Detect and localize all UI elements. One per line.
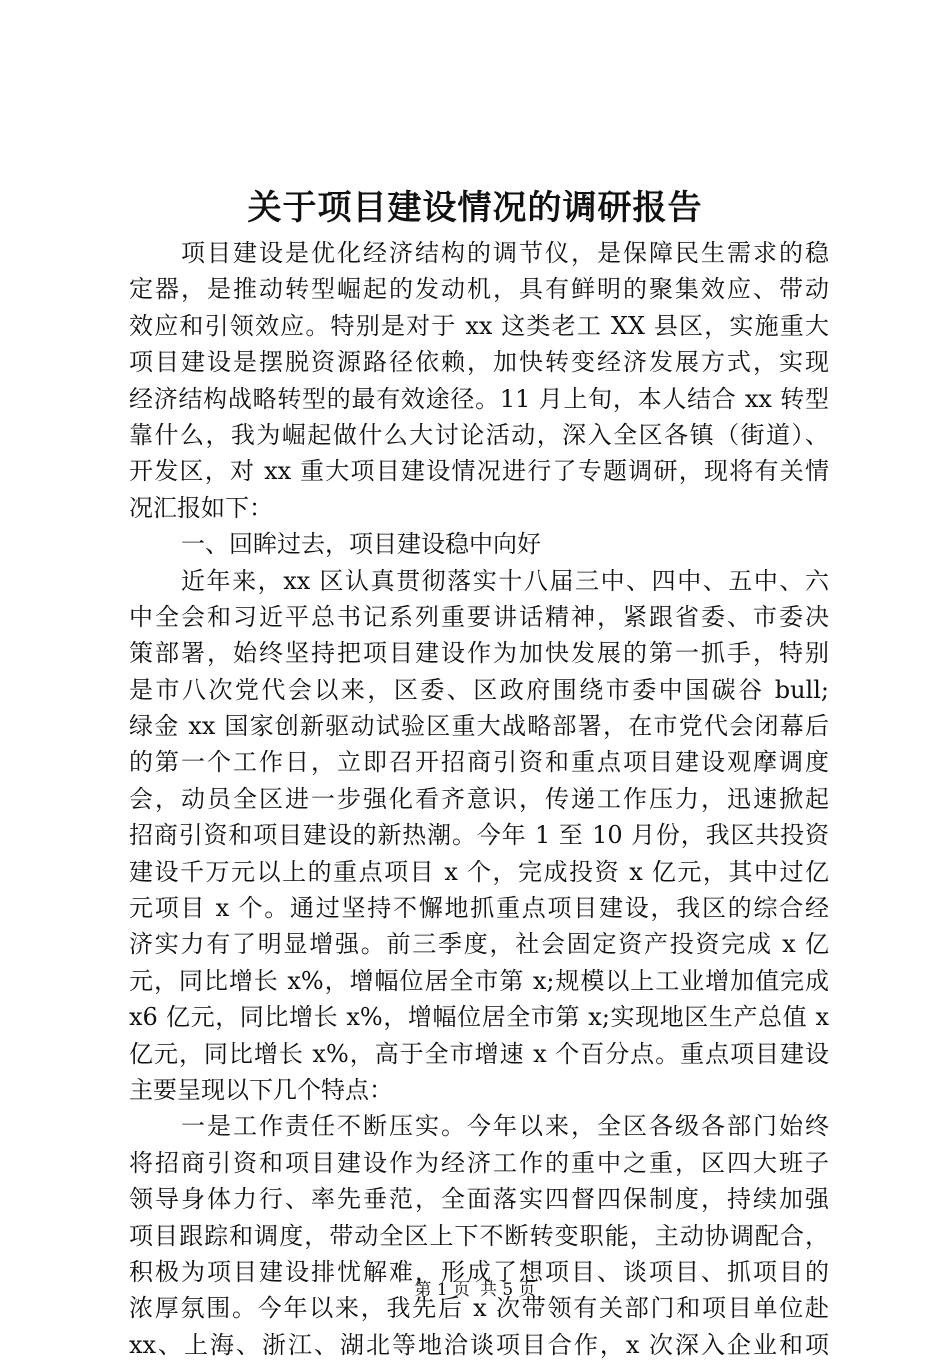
paragraph-line: 招商引资和项目建设的新热潮。今年 1 至 10 月份，我区共投资 [129,821,829,850]
paragraph-line: 况汇报如下： [129,493,273,522]
paragraph-line: 开发区，对 xx 重大项目建设情况进行了专题调研，现将有关情 [129,457,829,486]
paragraph-line: 项目建设是摆脱资源路径依赖，加快转变经济发展方式，实现 [129,348,829,377]
paragraph-line: 绿金 xx 国家创新驱动试验区重大战略部署，在市党代会闭幕后 [129,712,829,741]
paragraph-line: 积极为项目建设排忧解难，形成了想项目、谈项目、抓项目的 [129,1257,829,1286]
paragraph-line: 会，动员全区进一步强化看齐意识，传递工作压力，迅速掀起 [129,784,829,813]
paragraph-line: 效应和引领效应。特别是对于 xx 这类老工 XX 县区，实施重大 [129,311,829,340]
paragraph-line: 的第一个工作日，立即召开招商引资和重点项目建设观摩调度 [129,748,829,777]
paragraph-line: 建设千万元以上的重点项目 x 个，完成投资 x 亿元，其中过亿 [129,857,829,886]
section-heading: 一、回眸过去，项目建设稳中向好 [181,530,541,559]
paragraph-line: 靠什么，我为崛起做什么大讨论活动，深入全区各镇（街道）、 [129,420,829,449]
paragraph-line: 一是工作责任不断压实。今年以来，全区各级各部门始终 [181,1112,829,1141]
paragraph-line: 定器，是推动转型崛起的发动机，具有鲜明的聚集效应、带动 [129,275,829,304]
paragraph-line: 浓厚氛围。今年以来，我先后 x 次带领有关部门和项目单位赴 [129,1294,829,1323]
paragraph-line: 将招商引资和项目建设作为经济工作的重中之重，区四大班子 [129,1148,829,1177]
paragraph-line: 中全会和习近平总书记系列重要讲话精神，紧跟省委、市委决 [129,602,829,631]
page-number: 第 1 页 [414,1280,470,1300]
paragraph-line: 近年来，xx 区认真贯彻落实十八届三中、四中、五中、六 [181,566,829,595]
paragraph-line: 元项目 x 个。通过坚持不懈地抓重点项目建设，我区的综合经 [129,894,829,923]
paragraph-line: xx、上海、浙江、湖北等地洽谈项目合作，x 次深入企业和项 [129,1330,829,1359]
paragraph-line: 项目跟踪和调度，带动全区上下不断转变职能，主动协调配合， [129,1221,829,1250]
paragraph-line: 济实力有了明显增强。前三季度，社会固定资产投资完成 x 亿 [129,930,829,959]
paragraph-line: 亿元，同比增长 x%，高于全市增速 x 个百分点。重点项目建设 [129,1039,829,1068]
paragraph-line: x6 亿元，同比增长 x%，增幅位居全市第 x;实现地区生产总值 x [129,1003,829,1032]
paragraph-line: 项目建设是优化经济结构的调节仪，是保障民生需求的稳 [181,239,829,267]
paragraph-line: 领导身体力行、率先垂范，全面落实四督四保制度，持续加强 [129,1185,829,1214]
paragraph-line: 主要呈现以下几个特点： [129,1075,393,1104]
document-title: 关于项目建设情况的调研报告 [247,188,703,228]
page-footer [0,1278,950,1302]
paragraph-line: 元，同比增长 x%，增幅位居全市第 x;规模以上工业增加值完成 [129,966,829,995]
page-total: 共 5 页 [480,1280,536,1300]
paragraph-line: 策部署，始终坚持把项目建设作为加快发展的第一抓手，特别 [129,639,829,668]
paragraph-line: 经济结构战略转型的最有效途径。11 月上旬，本人结合 xx 转型 [129,384,829,413]
document-body [129,235,829,1363]
paragraph-line: 是市八次党代会以来，区委、区政府围绕市委中国碳谷 bull; [129,675,829,704]
